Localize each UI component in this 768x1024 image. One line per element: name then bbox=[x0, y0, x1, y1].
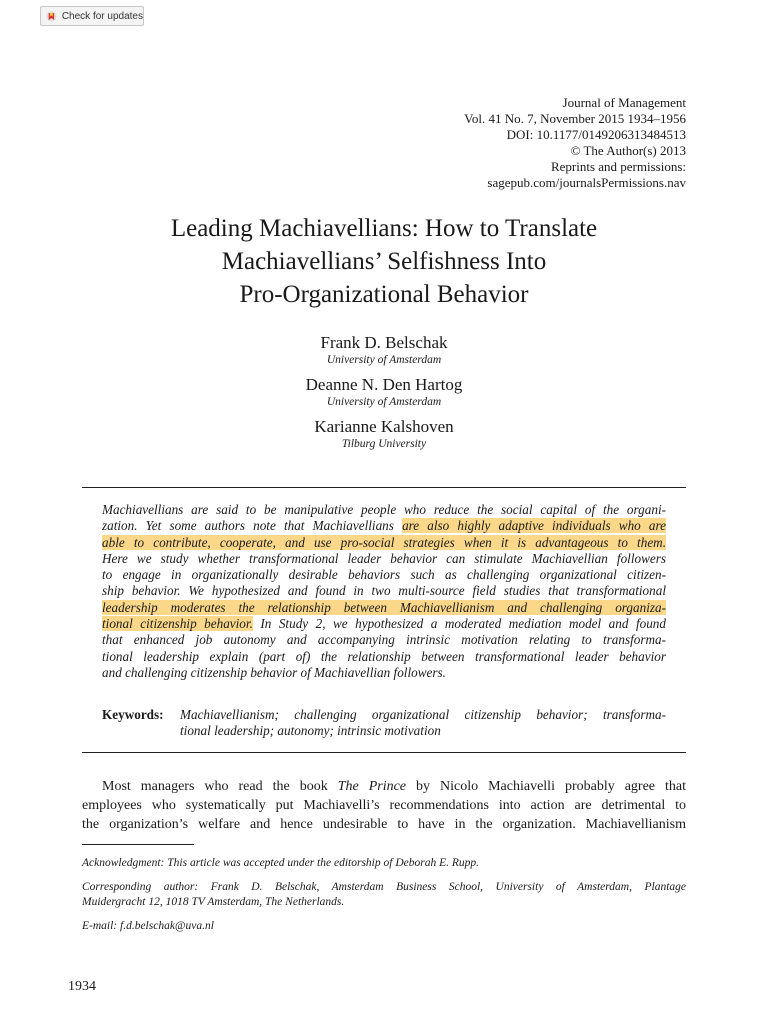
body-text bbox=[82, 777, 686, 834]
title-line: Machiavellians’ Selfishness Into bbox=[221, 248, 547, 275]
keywords-line: Machiavellianism; challenging organizational citizenship behavior; transforma- bbox=[180, 707, 666, 722]
abstract-text: In Study 2, we hypothesized a moderated mediation model and found bbox=[252, 616, 666, 632]
highlighted-text: leadership moderates the relationship between Machiavellianism and challenging organiza- bbox=[102, 599, 666, 615]
keywords-line: tional leadership; autonomy; intrinsic motivation bbox=[180, 723, 441, 739]
journal-doi: DOI: 10.1177/0149206313484513 bbox=[506, 127, 686, 142]
abstract-top-rule bbox=[82, 487, 686, 488]
abstract-line: Here we study whether transformational leader behavior can stimulate Machiavellian followers bbox=[102, 550, 666, 566]
crossmark-icon bbox=[46, 10, 57, 23]
journal-name: Journal of Management bbox=[562, 95, 686, 110]
author-affiliation: University of Amsterdam bbox=[326, 396, 442, 408]
abstract-line bbox=[102, 600, 666, 616]
author-list bbox=[84, 332, 684, 458]
page-number: 1934 bbox=[68, 979, 96, 994]
check-for-updates-button[interactable] bbox=[40, 6, 144, 26]
highlighted-text: able to contribute, cooperate, and use pro-social strategies when it is advantageous to them. bbox=[102, 534, 666, 550]
acknowledgment-note: Acknowledgment: This article was accepted under the editorship of Deborah E. Rupp. bbox=[82, 857, 480, 869]
journal-permissions-link[interactable]: sagepub.com/journalsPermissions.nav bbox=[487, 175, 686, 190]
journal-reprints: Reprints and permissions: bbox=[550, 159, 686, 174]
title-line: Pro-Organizational Behavior bbox=[239, 281, 529, 308]
keywords-list bbox=[180, 707, 666, 740]
keywords bbox=[102, 707, 666, 740]
body-text-span: by Nicolo Machiavelli probably agree that bbox=[406, 779, 687, 794]
corresponding-author-note bbox=[82, 880, 686, 910]
abstract-text: zation. Yet some authors note that Machiavellians bbox=[102, 518, 403, 534]
footnotes bbox=[82, 856, 686, 943]
abstract-line: tional leadership explain (part of) the relationship between transformational leader behavior bbox=[102, 648, 666, 664]
journal-info bbox=[464, 95, 686, 191]
author-affiliation: Tilburg University bbox=[341, 438, 427, 450]
title-line: Leading Machiavellians: How to Translate bbox=[170, 215, 598, 242]
book-title: The Prince bbox=[337, 779, 407, 794]
body-line bbox=[82, 777, 686, 796]
article-title bbox=[84, 212, 684, 311]
abstract-line: ship behavior. We hypothesized and found in two multi-source field studies that transformational bbox=[102, 583, 666, 599]
body-line: employees who systematically put Machiavelli’s recommendations into action are detrimental to bbox=[82, 798, 686, 813]
check-for-updates-label: Check for updates bbox=[61, 10, 143, 22]
body-line: the organization’s welfare and hence undesirable to have in the organization. Machiavellianism bbox=[82, 817, 686, 832]
email-note[interactable]: E-mail: f.d.belschak@uva.nl bbox=[82, 920, 214, 932]
highlighted-text: tional citizenship behavior. bbox=[102, 616, 253, 632]
abstract-line: to engage in organizationally desirable behaviors such as challenging organizational citizen- bbox=[102, 567, 666, 583]
author-name: Deanne N. Den Hartog bbox=[305, 375, 463, 394]
highlighted-text: are also highly adaptive individuals who are bbox=[402, 518, 666, 534]
keywords-label: Keywords: bbox=[102, 707, 164, 722]
author-name: Karianne Kalshoven bbox=[314, 417, 454, 436]
abstract bbox=[102, 502, 666, 681]
body-text-span: Most managers who read the book bbox=[102, 779, 338, 794]
abstract-line: Machiavellians are said to be manipulative people who reduce the social capital of the organi- bbox=[102, 502, 666, 517]
abstract-line: and challenging citizenship behavior of Machiavellian followers. bbox=[102, 664, 446, 680]
footnote-line: Corresponding author: Frank D. Belschak, Amsterdam Business School, University of Amsterdam, Plantage bbox=[82, 881, 686, 893]
journal-volume: Vol. 41 No. 7, November 2015 1934–1956 bbox=[464, 111, 686, 126]
abstract-line bbox=[102, 535, 666, 551]
abstract-line: that enhanced job autonomy and accompanying intrinsic motivation relating to transforma- bbox=[102, 632, 666, 648]
footnote-rule bbox=[82, 844, 194, 845]
author-name: Frank D. Belschak bbox=[320, 333, 448, 352]
abstract-line bbox=[102, 518, 666, 534]
author-affiliation: University of Amsterdam bbox=[326, 354, 442, 366]
journal-copyright: © The Author(s) 2013 bbox=[570, 143, 686, 158]
abstract-bottom-rule bbox=[82, 752, 686, 753]
abstract-line bbox=[102, 616, 666, 632]
footnote-line: Muidergracht 12, 1018 TV Amsterdam, The Netherlands. bbox=[82, 896, 345, 908]
